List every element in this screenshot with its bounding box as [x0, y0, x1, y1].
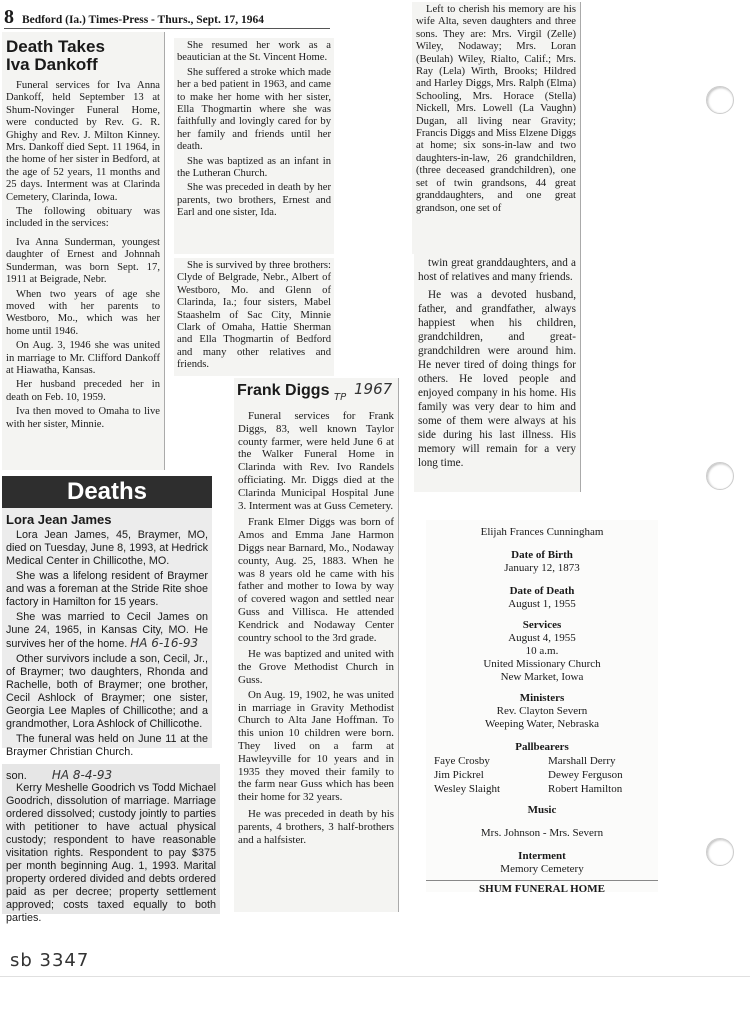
page-divider	[0, 976, 750, 977]
punch-hole-icon	[706, 838, 734, 866]
minister-name: Rev. Clayton Severn	[496, 705, 588, 717]
death-date: August 1, 1955	[508, 598, 576, 610]
paragraph: On Aug. 19, 1902, he was united in marriage in Gravity Methodist Church to Alta Jane Hoffman. To this union 10 children were born. They lived on a farm at Hawleyville for 10 years and in 1935 they moved their family to the farm near Guss which has been their home for 32 years.	[238, 688, 394, 804]
services-date: August 4, 1955	[508, 632, 576, 644]
paragraph: When two years of age she moved with her parents to Westboro, Mo., which was her home until 1946.	[6, 288, 160, 337]
dankoff-col2b	[174, 258, 334, 376]
handwritten-year: 1967	[354, 380, 393, 398]
services-time: 10 a.m.	[525, 645, 559, 657]
paragraph: He was baptized and united with the Grove Methodist Church in Guss.	[238, 648, 394, 686]
paragraph: Iva Anna Sunderman, youngest daughter of Ernest and Johnnah Sunderman, was born Sept. 17, 1911 at Beigrade, Nebr.	[6, 236, 160, 286]
pallbearer: Faye Crosby	[434, 755, 490, 767]
dankoff-clipping-col2b	[174, 258, 334, 376]
pallbearers-label: Pallbearers	[515, 741, 569, 753]
diggs-survivors-clipping	[412, 2, 581, 254]
birth-date: January 12, 1873	[504, 562, 580, 574]
deaths-clipping	[2, 476, 212, 758]
ministers-label: Ministers	[519, 692, 565, 704]
divorce-clipping	[2, 764, 220, 924]
handwritten-note: HA 8-4-93	[51, 768, 113, 782]
interment-label: Interment	[518, 850, 566, 862]
services-location: New Market, Iowa	[500, 671, 584, 683]
diggs-survivors	[412, 2, 580, 219]
divorce-text	[2, 782, 220, 925]
paragraph: On Aug. 3, 1946 she was united in marriage to Mr. Clifford Dankoff at Hiawatha, Kansas.	[6, 340, 160, 376]
headline-line-2: Iva Dankoff	[6, 55, 98, 74]
diggs-tribute	[414, 254, 580, 474]
paragraph: He was a devoted husband, father, and grandfather, always happiest when his children, grandchildren, and great-grandchildren were around him. He never tired of doing things for others. He loved people and enjoyed company in his home. His family was very dear to him and some of them were always at his side during his last illness. His memory will remain for a very long time.	[418, 289, 576, 469]
card-name: Elijah Frances Cunningham	[480, 526, 604, 538]
page-number: 8	[4, 6, 14, 28]
handwritten-initials: TP	[334, 392, 347, 403]
headline-line-1: Death Takes	[6, 37, 105, 56]
diggs-headline: Frank Diggs	[237, 382, 330, 399]
paragraph	[6, 611, 208, 651]
punch-hole-icon	[706, 462, 734, 490]
james-body	[2, 529, 212, 759]
dankoff-clipping-col2	[174, 38, 334, 254]
paragraph: She was a lifelong resident of Braymer and was a foreman at the Stride Rite shoe factory in Hamilton for 15 years.	[6, 570, 208, 608]
masthead-text: Bedford (Ia.) Times-Press - Thurs., Sept. 17, 1964	[22, 14, 264, 26]
dankoff-col2	[174, 38, 334, 224]
divorce-lead: son.	[6, 770, 27, 782]
deceased-name: Lora Jean James	[6, 512, 112, 527]
funeral-card	[426, 520, 658, 895]
music-performers: Mrs. Johnson - Mrs. Severn	[480, 827, 604, 839]
masthead	[4, 6, 330, 29]
pallbearers-grid	[426, 754, 658, 796]
birth-label: Date of Birth	[511, 549, 573, 561]
paragraph: She suffered a stroke which made her a bed patient in 1963, and came to make her home with her sister, Ella Thogmartin where she was faithfully and lovingly cared for by her family and friends until her death.	[177, 66, 331, 153]
funeral-home: SHUM FUNERAL HOME	[426, 880, 658, 896]
pallbearer: Marshall Derry	[548, 755, 616, 767]
dankoff-headline	[2, 32, 164, 74]
diggs-headline-row	[234, 378, 398, 406]
services-label: Services	[522, 619, 562, 631]
paragraph: Her husband preceded her in death on Feb. 10, 1959.	[6, 379, 160, 403]
pallbearer: Dewey Ferguson	[548, 769, 623, 781]
deaths-banner: Deaths	[2, 476, 212, 508]
minister-location: Weeping Water, Nebraska	[485, 718, 599, 730]
pallbearer: Wesley Slaight	[434, 783, 501, 795]
paragraph: Funeral services for Frank Diggs, 83, well known Taylor county farmer, were held June 6 at the Walker Funeral Home in Clarinda with Rev. Ivo Randels officiating. Mr. Diggs died at the Clarinda Municipal Hospital June 3. Interment was at Guss Cemetery.	[238, 410, 394, 512]
diggs-tribute-clipping	[414, 254, 581, 492]
paragraph: He was preceded in death by his parents, 4 brothers, 3 half-brothers and a halfsister.	[238, 807, 394, 846]
services-place: United Missionary Church	[483, 658, 601, 670]
paragraph: The funeral was held on June 11 at the Braymer Christian Church.	[6, 733, 208, 758]
paragraph: She is survived by three brothers: Clyde of Belgrade, Nebr., Albert of Westboro, Mo. and Glenn of Clarinda, Ia.; four sisters, Mabel Staashelm of Sac City, Minnie Clark of Omaha, Hattie Sherman and Ella Thogmartin of Bedford and many other relatives and friends.	[177, 260, 331, 371]
dankoff-col1	[2, 74, 164, 431]
paragraph: Kerry Meshelle Goodrich vs Todd Michael Goodrich, dissolution of marriage. Marriage ordered dissolved; custody jointly to parties with petitioner to have actual physical custody; respondent to have reasonable visitation rights. Respondent to pay $375 per month beginning Aug. 1, 1993. Marital property ordered divided and debts ordered paid as per decree; property settlement approved; costs taxed equally to both parties.	[6, 782, 216, 924]
pallbearer: Robert Hamilton	[548, 783, 623, 795]
paragraph: The following obituary was included in the services:	[6, 206, 160, 230]
paragraph: She resumed her work as a beautician at the St. Vincent Home.	[177, 40, 331, 64]
death-label: Date of Death	[509, 585, 575, 597]
music-label: Music	[527, 804, 557, 816]
paragraph: Left to cherish his memory are his wife Alta, seven daughters and three sons. They are: Mrs. Virgil (Zelle) Wiley, Nodaway; Mrs. Loran (Beulah) Wiley, Rialto, Calif.; Mrs. Ray (Lela) Wirth, Brooks; Hildred and Harley Diggs, Mrs. Ralph (Elma) Schooling, Mrs. Horace (Stella) Nickell, Mrs. Lowell (La Vaughn) Dugan, all living near Gravity; Francis Diggs and Miss Elzene Diggs at home; six sons-in-law and two daughters-in-law, 26 grandchildren, (three deceased grandchildren), one set of twin grandsons, 44 great granddaughters, and one great grandson, one set of	[416, 4, 576, 214]
paragraph: Iva then moved to Omaha to live with her sister, Minnie.	[6, 406, 160, 430]
page-note: sb 3347	[10, 950, 90, 971]
handwritten-note: HA 6-16-93	[130, 636, 199, 650]
paragraph: She was preceded in death by her parents, two brothers, Ernest and Earl and one sister, Ida.	[177, 182, 331, 219]
paragraph: Lora Jean James, 45, Braymer, MO, died on Tuesday, June 8, 1993, at Hedrick Medical Center in Chillicothe, MO.	[6, 529, 208, 567]
paragraph: Other survivors include a son, Cecil, Jr., of Braymer; two daughters, Rhonda and Rachelle, both of Braymer; one brother, Cecil Ashlock of Braymer; one sister, Georgia Lee Maples of Chillicothe; and a grandmother, Lora Ashlock of Chillicothe.	[6, 653, 208, 730]
diggs-body	[234, 406, 398, 846]
paragraph: She was baptized as an infant in the Lutheran Church.	[177, 155, 331, 180]
frank-diggs-clipping	[234, 378, 399, 912]
pallbearer: Jim Pickrel	[434, 769, 484, 781]
interment-place: Memory Cemetery	[500, 863, 584, 875]
paragraph: Funeral services for Iva Anna Dankoff, held September 13 at Shum-Novinger Funeral Home, were conducted by Rev. G. R. Ghighy and Rev. J. Milton Kinney. Mrs. Dankoff died Sept. 11 1964, in the home of her sister in Bedford, at the age of 52 years, 11 months and 25 days. Interment was at Clarinda Cemetery, Clarinda, Iowa.	[6, 80, 160, 203]
paragraph: twin great granddaughters, and a host of relatives and many friends.	[418, 257, 576, 283]
paragraph-text: She was married to Cecil James on June 24, 1965, in Kansas City, MO. He survives her of the home.	[6, 611, 208, 650]
punch-hole-icon	[706, 86, 734, 114]
dankoff-clipping	[2, 32, 165, 470]
paragraph: Frank Elmer Diggs was born of Amos and Emma Jane Harmon Diggs near Barnard, Mo., Nodaway county, Aug. 25, 1883. When he was 8 years old he came with his father and mother to Iowa by way of covered wagon and settled near Guss and Villisca. He attended Kendrick and Nodaway Center country school to the 3rd grade.	[238, 516, 394, 644]
divorce-header	[2, 764, 220, 782]
